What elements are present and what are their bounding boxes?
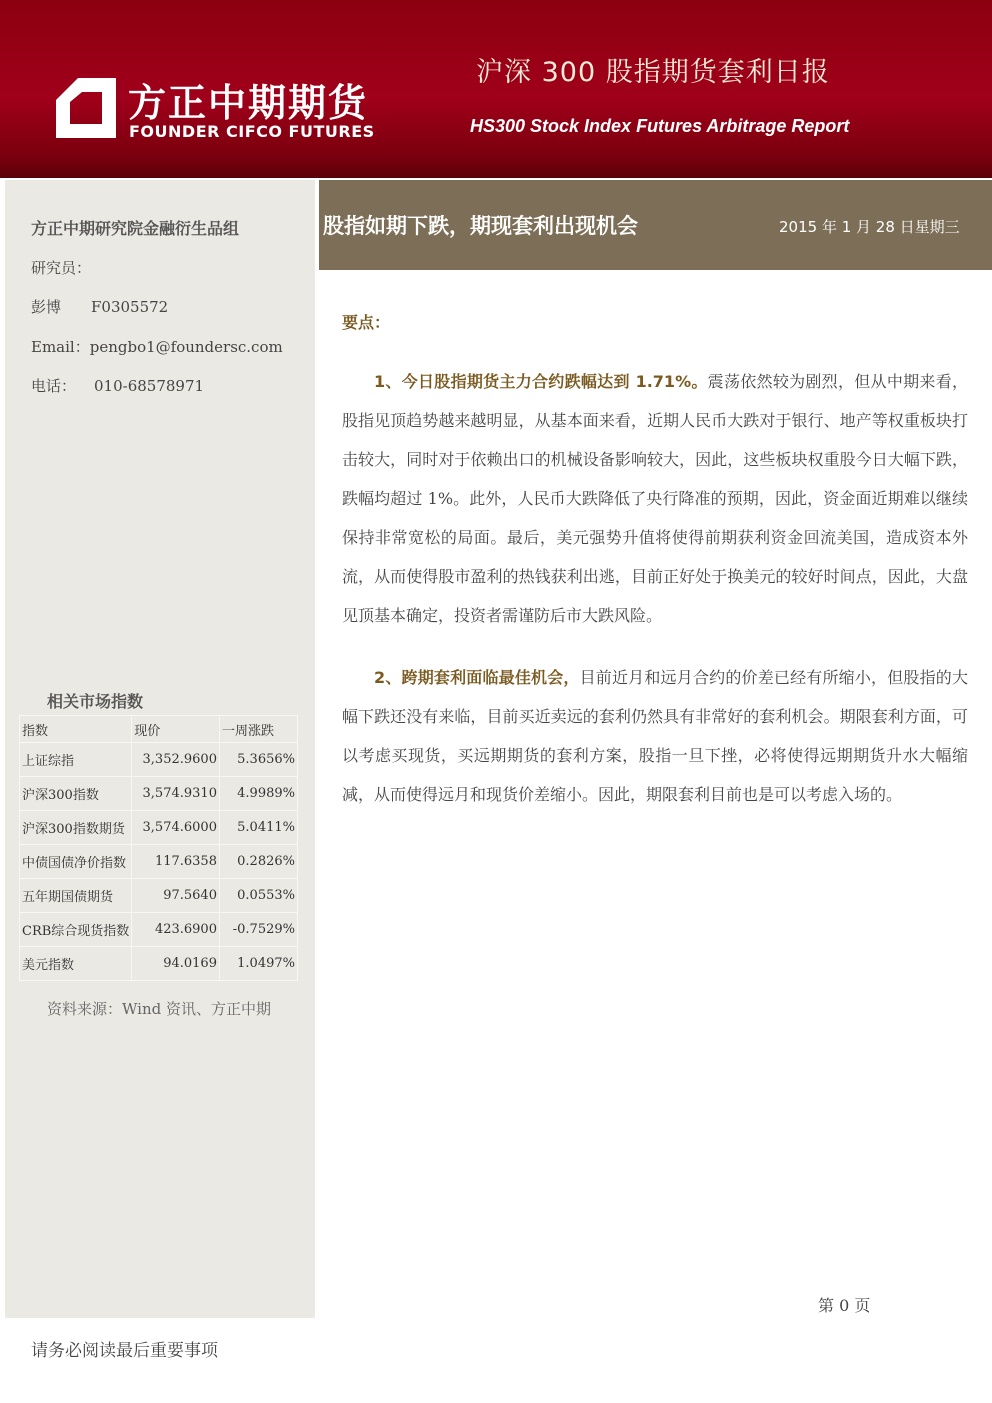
header-index: 指数 [20,716,132,743]
researcher-label: 研究员： [31,259,92,277]
header-price: 现价 [132,716,220,743]
index-change: 5.0411% [219,811,297,845]
index-price: 423.6900 [132,913,220,947]
founder-logo-icon [56,78,116,138]
table-row [20,879,298,913]
index-name: CRB综合现货指数 [20,913,132,947]
index-name: 沪深300指数期货 [20,811,132,845]
index-name: 中债国债净价指数 [20,845,132,879]
index-price: 117.6358 [132,845,220,879]
research-dept: 方正中期研究院金融衍生品组 [31,219,240,238]
index-change: 4.9989% [219,777,297,811]
report-title-cn: 沪深 300 股指期货套利日报 [476,57,830,88]
table-header-row [20,716,298,743]
table-row [20,913,298,947]
brand-name-cn: 方正中期期货 [128,81,369,125]
disclaimer-notice: 请务必阅读最后重要事项 [31,1341,218,1361]
index-name: 五年期国债期货 [20,879,132,913]
email-line [31,336,283,357]
key-point-2-lead: 2、跨期套利面临最佳机会， [374,668,580,687]
market-index-table [19,715,298,981]
table-row [20,811,298,845]
key-points-heading: 要点： [342,313,391,332]
key-point-2-text: 目前近月和远月合约的价差已经有所缩小，但股指的大幅下跌还没有来临，目前买近卖远的套利仍然具有非常好的套利机会。期限套利方面，可以考虑买现货，买远期期货的套利方案，股指一旦下挫，必将使得远期期货升水大幅缩减，从而使得远月和现货价差缩小。因此，期限套利目前也是可以考虑入场的。 [342,668,968,804]
report-date: 2015 年 1 月 28 日星期三 [779,218,960,236]
index-price: 3,352.9600 [132,743,220,777]
page-number: 第 0 页 [818,1296,871,1315]
brand-name-en: FOUNDER CIFCO FUTURES [129,122,375,141]
email-address[interactable]: pengbo1@foundersc.com [89,338,283,356]
table-row [20,777,298,811]
key-point-paragraph-2 [342,658,968,814]
index-price: 97.5640 [132,879,220,913]
key-point-paragraph-1 [342,362,968,635]
phone-label: 电话： [31,377,77,395]
table-row [20,947,298,981]
phone-number: 010-68578971 [94,377,205,395]
key-point-1-lead: 1、今日股指期货主力合约跌幅达到 1.71%。 [374,372,708,391]
index-name: 美元指数 [20,947,132,981]
index-change: 0.2826% [219,845,297,879]
index-change: 0.0553% [219,879,297,913]
researcher-name: 彭博 [31,298,62,316]
phone-line [31,375,204,396]
index-change: 5.3656% [219,743,297,777]
index-name: 上证综指 [20,743,132,777]
email-label: Email： [31,338,90,356]
table-row [20,845,298,879]
article-title: 股指如期下跌，期现套利出现机会 [323,214,638,238]
researcher-info [31,296,168,317]
index-price: 3,574.9310 [132,777,220,811]
index-change: 1.0497% [219,947,297,981]
report-title-en: HS300 Stock Index Futures Arbitrage Report [470,116,850,136]
table-row [20,743,298,777]
index-name: 沪深300指数 [20,777,132,811]
researcher-id: F0305572 [91,298,169,316]
index-price: 94.0169 [132,947,220,981]
data-source-note: 资料来源：Wind 资讯、方正中期 [47,1000,271,1018]
index-change: -0.7529% [219,913,297,947]
index-price: 3,574.6000 [132,811,220,845]
market-index-title: 相关市场指数 [47,692,144,711]
key-point-1-text: 震荡依然较为剧烈，但从中期来看，股指见顶趋势越来越明显，从基本面来看，近期人民币大跌对于银行、地产等权重板块打击较大，同时对于依赖出口的机械设备影响较大，因此，这些板块权重股今日大幅下跌，跌幅均超过 1%。此外，人民币大跌降低了央行降准的预期，因此，资金面近期难以继续保持非常宽松的局面。最后，美元强势升值将使得前期获利资金回流美国，造成资本外流，从而使得股市盈利的热钱获利出逃，目前正好处于换美元的较好时间点，因此，大盘见顶基本确定，投资者需谨防后市大跌风险。 [342,372,968,625]
header-change: 一周涨跌 [219,716,297,743]
